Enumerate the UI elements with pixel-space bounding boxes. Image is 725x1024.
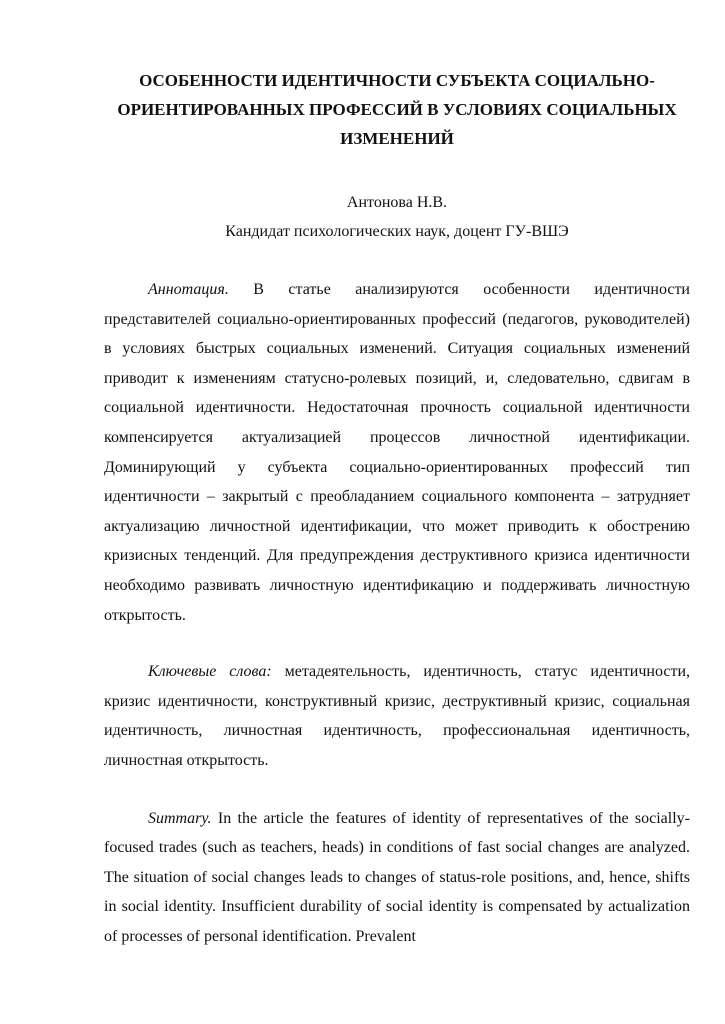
abstract-paragraph — [104, 275, 690, 630]
title-line-1: ОСОБЕННОСТИ ИДЕНТИЧНОСТИ СУБЪЕКТА СОЦИАЛЬНО- — [139, 71, 655, 90]
paper-title — [104, 66, 690, 153]
summary-label: Summary. — [148, 809, 212, 827]
title-line-3: ИЗМЕНЕНИЙ — [340, 129, 454, 148]
keywords-paragraph — [104, 657, 690, 775]
title-line-2: ОРИЕНТИРОВАННЫХ ПРОФЕССИЙ В УСЛОВИЯХ СОЦИАЛЬНЫХ — [117, 100, 677, 119]
abstract-text: В статье анализируются особенности идентичности представителей социально-ориентированных профессий (педагогов, руководителей) в условиях быстрых социальных изменений. Ситуация социальных изменений приводит к изменениям статусно-ролевых позиций, и, следовательно, сдвигам в социальной идентичности. Недостаточная прочность социальной идентичности компенсируется актуализацией процессов личностной идентификации. Доминирующий у субъекта социально-ориентированных профессий тип идентичности – закрытый с преобладанием социального компонента – затрудняет актуализацию личностной идентификации, что может приводить к обострению кризисных тенденций. Для предупреждения деструктивного кризиса идентичности необходимо развивать личностную идентификацию и поддерживать личностную открытость. — [104, 281, 690, 624]
keywords-label: Ключевые слова: — [148, 663, 272, 681]
author-name: Антонова Н.В. — [346, 194, 448, 211]
summary-paragraph — [104, 804, 690, 952]
summary-text: In the article the features of identity of representatives of the socially-focused trades (such as teachers, heads) in conditions of fast social changes are analyzed. The situation of social changes leads to changes of status-role positions, and, hence, shifts in social identity. Insufficient durability of social identity is compensated by actualization of processes of personal identification. Prevalent — [104, 809, 690, 945]
abstract-label: Аннотация. — [148, 281, 229, 298]
keywords-text: метадеятельность, идентичность, статус идентичности, кризис идентичности, конструктивный кризис, деструктивный кризис, социальная идентичность, личностная идентичность, профессиональная идентичность, личностная открытость. — [104, 663, 691, 769]
document-page — [104, 66, 690, 951]
author-affiliation: Кандидат психологических наук, доцент ГУ-ВШЭ — [225, 223, 569, 240]
